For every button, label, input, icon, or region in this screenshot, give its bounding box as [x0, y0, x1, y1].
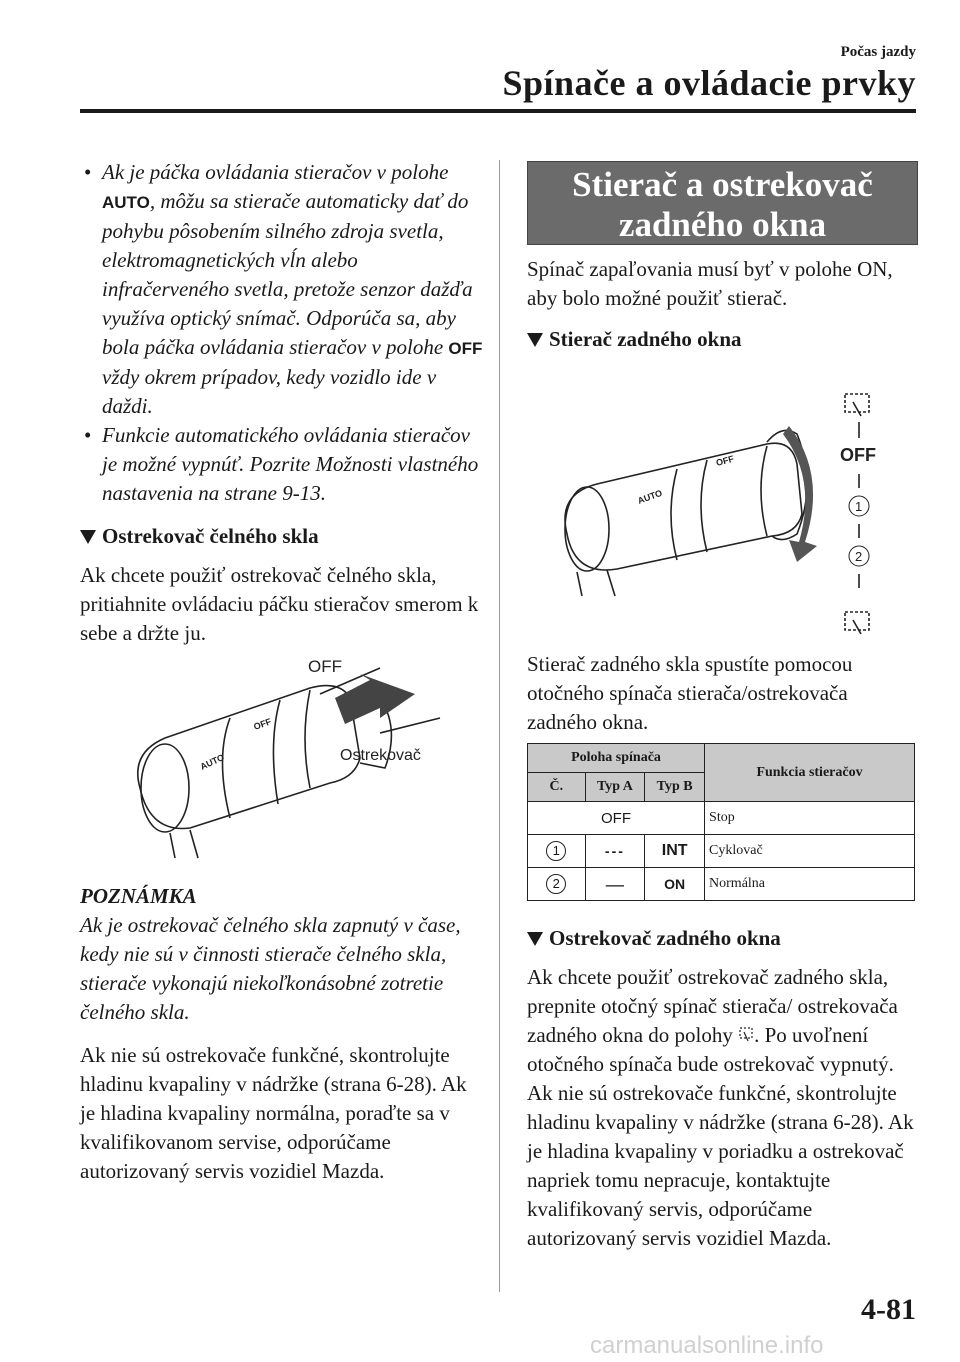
header-position: Poloha spínača: [528, 744, 705, 773]
wiper-symbol: [853, 620, 861, 634]
lever-line: [190, 830, 198, 858]
circled-number: 1: [546, 841, 566, 861]
triangle-icon: [80, 530, 96, 544]
cell-function: Normálna: [705, 868, 915, 901]
lever-tip: [565, 487, 609, 571]
chapter-label: Počas jazdy: [840, 44, 916, 60]
bullet-item: [80, 421, 485, 508]
lever-line: [577, 572, 582, 596]
lever-line: [607, 570, 615, 596]
section-banner: [527, 161, 918, 245]
section-heading: [527, 924, 915, 953]
cell-number: [528, 868, 586, 901]
washer-instructions: Ak chcete použiť ostrekovač čelného skla, pritiahnite ovládaciu páčku stieračov smerom k sebe a držte ju.: [80, 563, 479, 645]
bullet1-text-start: Ak je páčka ovládania stieračov v polohe: [102, 160, 449, 184]
header-rule: [80, 109, 916, 113]
position-2-label: 2: [855, 549, 863, 564]
ignition-intro: Spínač zapaľovania musí byť v polohe ON, aby bolo možné použiť stierač.: [527, 257, 893, 310]
rear-wiper-figure: [527, 364, 915, 644]
page-title: Spínače a ovládacie prvky: [502, 63, 916, 103]
wiper-symbol: [853, 402, 861, 416]
section-banner-text: Stierač a ostrekovač zadného okna: [572, 165, 873, 244]
section-heading-text: Stierač zadného okna: [549, 327, 742, 351]
lever-ring: [671, 469, 677, 560]
bullet-dot: •: [84, 160, 92, 184]
left-column: [80, 158, 485, 1186]
rear-wiper-text: Stierač zadného skla spustíte pomocou otočného spínača stierača/ostrekovača zadného okna.: [527, 652, 853, 734]
lever-ring: [761, 446, 767, 536]
table-row: [528, 835, 915, 868]
rear-washer-text-start: Ak chcete použiť ostrekovač zadného skla, prepnite otočný spínač stierača/ ostrekovača zadného okna do polohy: [527, 965, 898, 1047]
lever-ring: [223, 718, 231, 818]
note-heading: POZNÁMKA: [80, 884, 197, 908]
cell-function: Stop: [705, 802, 915, 835]
position-1-label: 1: [855, 499, 863, 514]
switch-position-table: [527, 743, 915, 901]
lever-tip: [141, 744, 189, 832]
column-divider: [499, 160, 500, 1292]
right-column: [527, 255, 915, 737]
lever-body: [565, 443, 802, 570]
bullet-dot: •: [84, 423, 92, 447]
washer-label: Ostrekovač: [340, 747, 421, 764]
cell-type-b: INT: [645, 835, 705, 868]
cell-type-b: ON: [645, 868, 705, 901]
off-symbol: OFF: [448, 339, 483, 358]
bullet2-text: Funkcie automatického ovládania stieračov je možné vypnúť. Pozrite Možnosti vlastného nastavenia na strane 9-13.: [102, 423, 479, 505]
section-heading-text: Ostrekovač zadného okna: [549, 926, 781, 950]
header-type-a: Typ A: [585, 773, 645, 802]
header-function: Funkcia stieračov: [705, 744, 915, 802]
page-number: 4-81: [861, 1293, 916, 1326]
table-row: [528, 868, 915, 901]
lever-ring: [305, 690, 310, 788]
washer-troubleshooting: Ak nie sú ostrekovače funkčné, skontrolujte hladinu kvapaliny v nádržke (strana 6-28). Ak je hladina kvapaliny normálna, poraďte sa v kvalifikovanom servise, odporúčame autorizovaný servis vozidiel Mazda.: [80, 1043, 467, 1183]
lever-line: [170, 833, 175, 858]
lever-body: [138, 686, 360, 829]
rear-washer-text-end: . Po uvoľnení otočného spínača bude ostrekovač vypnutý. Ak nie sú ostrekovače funkčné, skontrolujte hladinu kvapaliny v nádržke (strana 6-28). Ak je hladina kvapaliny v poriadku a ostrekovač napriek tomu nepracuje, kontaktujte kvalifikovaný servis, odporúčame autorizovaný servis vozidiel Mazda.: [527, 1023, 914, 1250]
bullet1-text-end: vždy okrem prípadov, kedy vozidlo ide v daždi.: [102, 365, 437, 418]
auto-symbol: AUTO: [102, 193, 150, 212]
knob-auto-mark: AUTO: [636, 487, 664, 506]
rear-washer-text: [527, 963, 915, 1253]
off-label: OFF: [308, 658, 342, 676]
cell-type-a: ---: [585, 835, 645, 868]
header-number: Č.: [528, 773, 586, 802]
washer-lever-figure: [80, 658, 485, 868]
watermark: carmanualsonline.info: [590, 1332, 824, 1359]
cell-type-a: —: [585, 868, 645, 901]
knob-auto-mark: AUTO: [198, 752, 226, 772]
off-label: OFF: [840, 445, 876, 465]
cell-function: Cyklovač: [705, 835, 915, 868]
table-row: [528, 802, 915, 835]
knob-off-mark: OFF: [252, 716, 273, 732]
bullet1-text-middle: , môžu sa stierače automaticky dať do pohybu pôsobením silného zdroja svetla, elektromagnetických vĺn alebo infračerveného svetla, pretože senzor dažďa využíva optický snímač. Odporúča sa, aby bola páčka ovládania stieračov v polohe: [102, 189, 473, 359]
washer-position-icon: [738, 1026, 754, 1044]
note-text: Ak je ostrekovač čelného skla zapnutý v čase, kedy nie sú v činnosti stierače čelného skla, stierače vykonajú niekoľkonásobné zotretie čelného skla.: [80, 913, 461, 1024]
rear-washer-section: [527, 916, 915, 1253]
cell-number: [528, 835, 586, 868]
section-heading: [527, 325, 915, 354]
header-type-b: Typ B: [645, 773, 705, 802]
section-heading-text: Ostrekovač čelného skla: [102, 524, 319, 548]
triangle-icon: [527, 333, 543, 347]
cell-position-off: OFF: [528, 802, 705, 835]
lever-ring: [701, 460, 707, 552]
knob-off-mark: OFF: [714, 453, 735, 468]
lever-ring: [273, 700, 280, 804]
triangle-icon: [527, 932, 543, 946]
bullet-item: [80, 158, 485, 421]
circled-number: 2: [546, 874, 566, 894]
section-heading: [80, 522, 485, 551]
table-header-row: [528, 744, 915, 773]
